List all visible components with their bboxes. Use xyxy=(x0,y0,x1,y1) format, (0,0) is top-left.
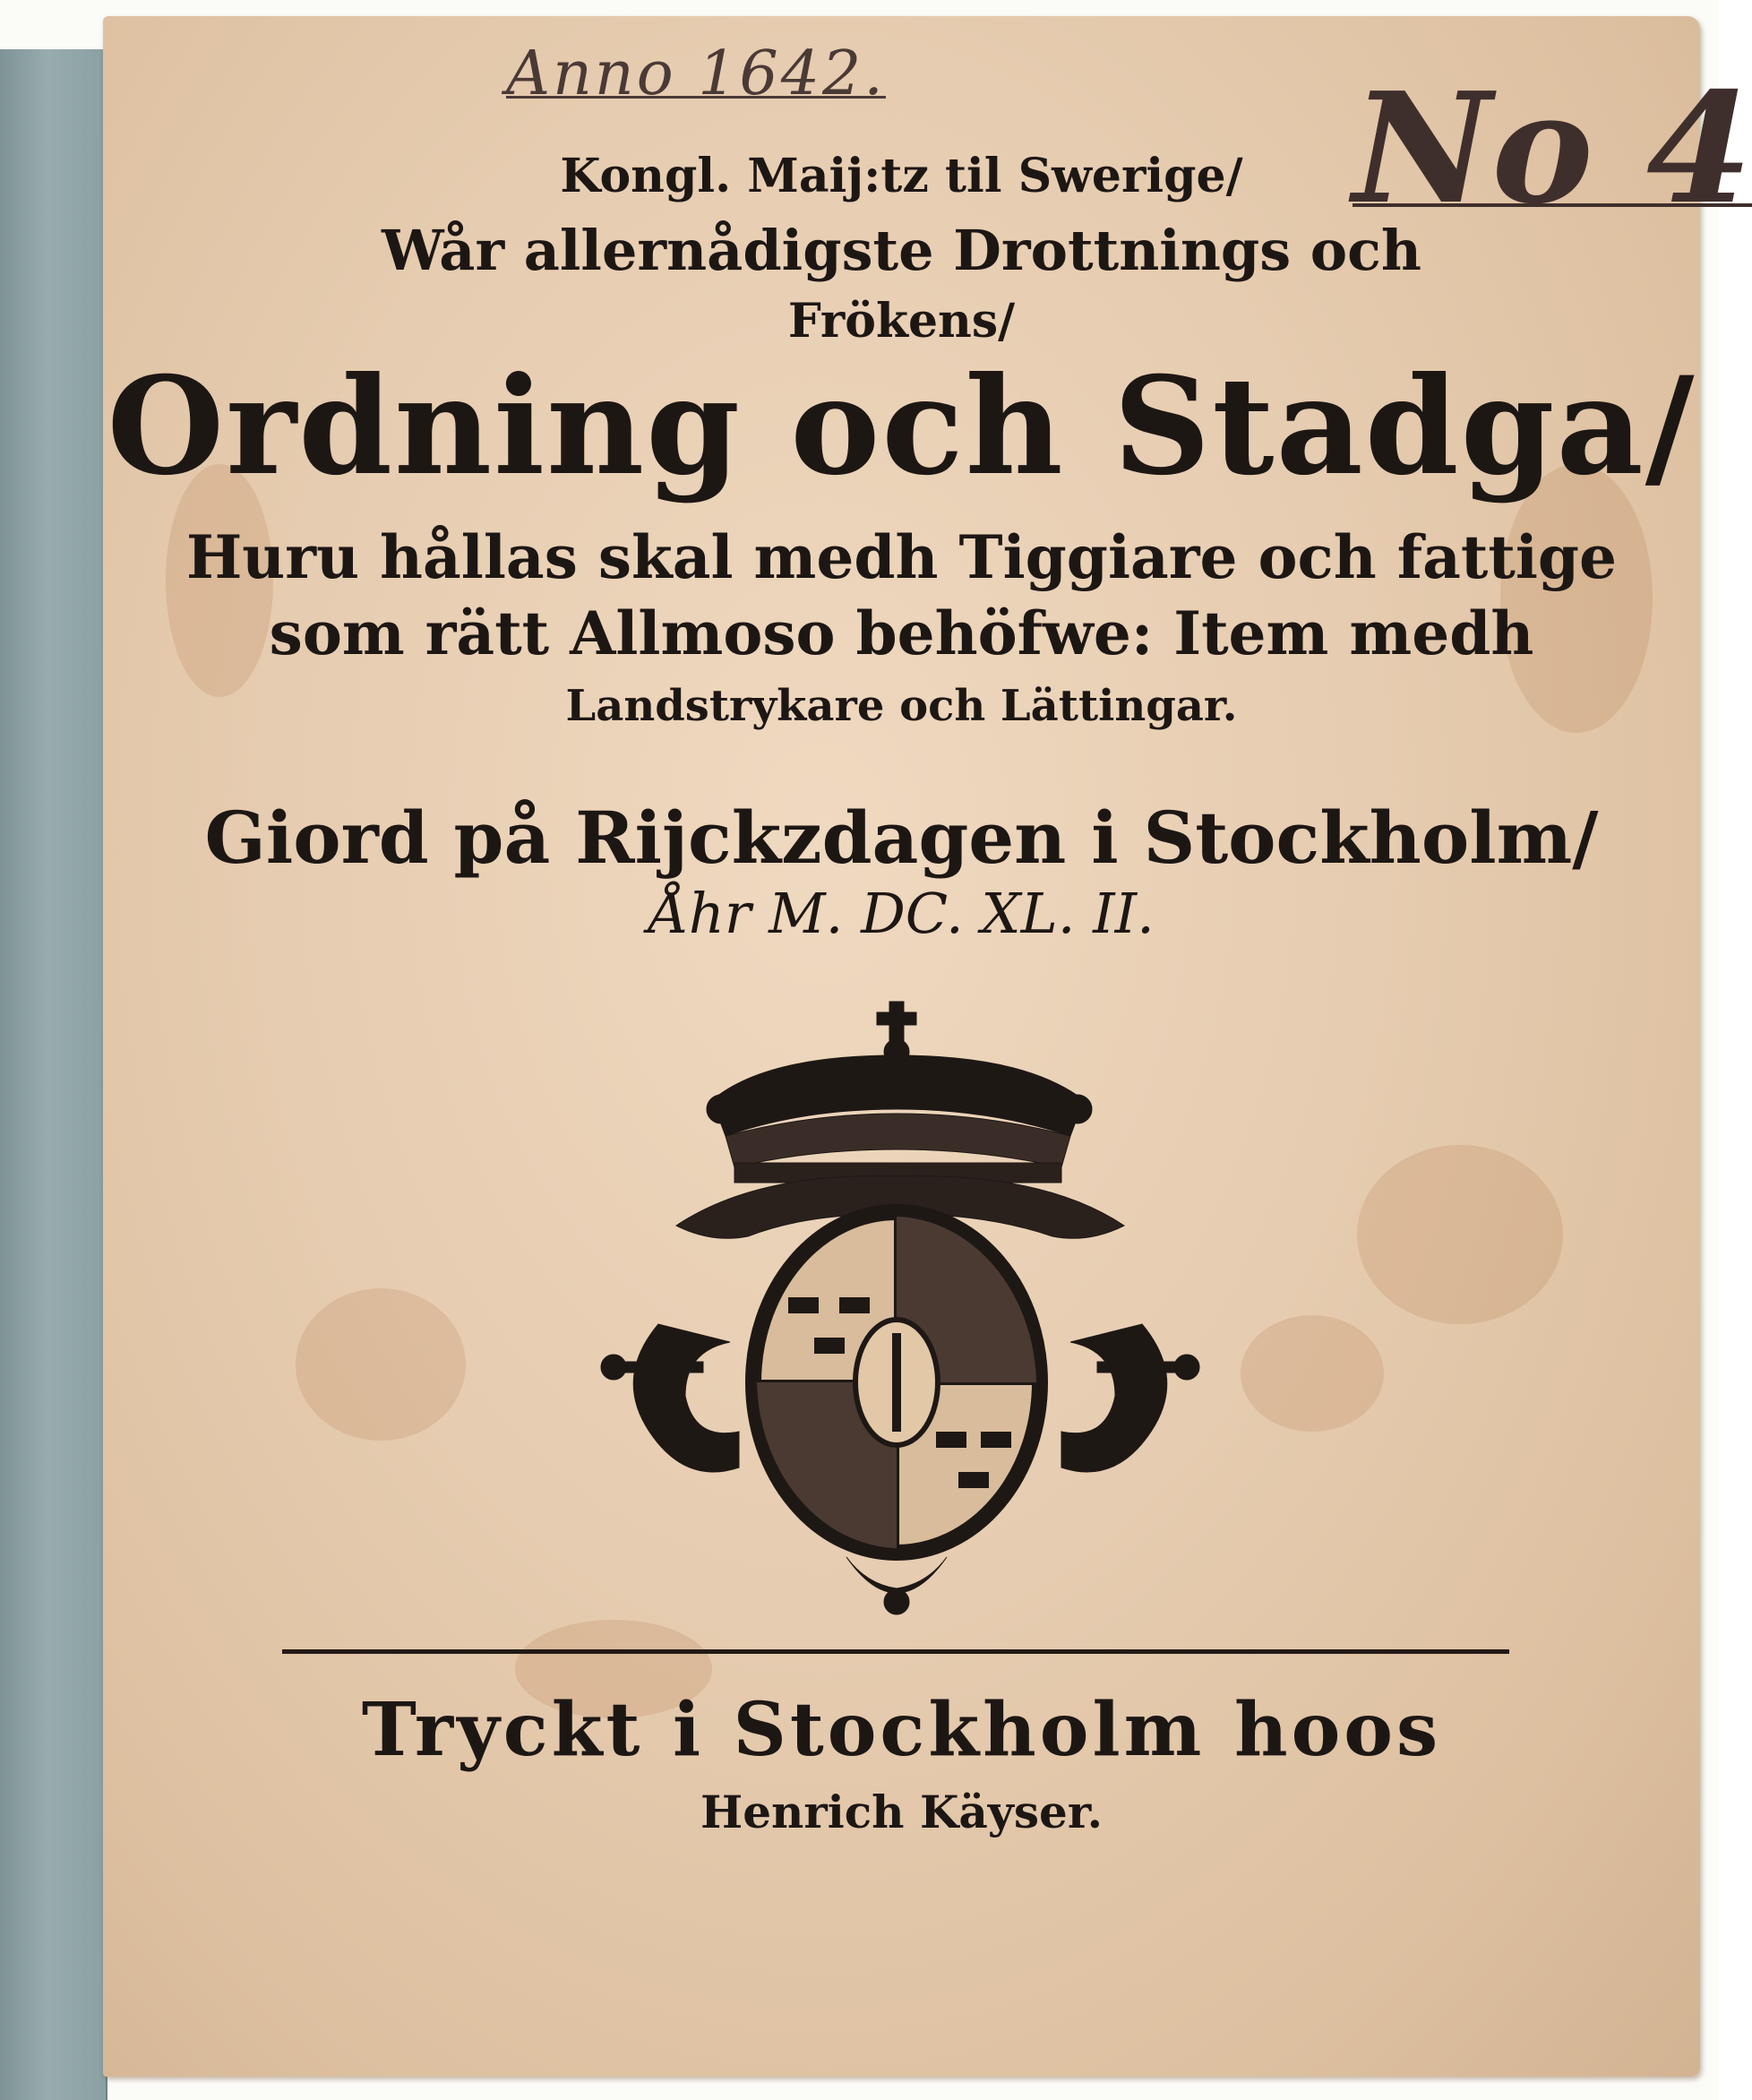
imprint-line-2: Henrich Käyser. xyxy=(700,1786,1103,1838)
title-line-1: Kongl. Maij:tz til Swerige/ xyxy=(560,149,1243,203)
subtitle-line-1: Huru hållas skal medh Tiggiare och fattige xyxy=(185,522,1618,592)
age-stain xyxy=(296,1288,466,1441)
royal-coat-of-arms xyxy=(605,1002,1196,1620)
age-stain xyxy=(1357,1145,1563,1324)
title-line-2: Wår allernådigste Drottnings och xyxy=(382,218,1421,283)
year-line: Åhr M. DC. XL. II. xyxy=(648,881,1155,946)
age-stain xyxy=(1241,1315,1384,1432)
title-line-3: Frökens/ xyxy=(787,294,1016,349)
place-line: Giord på Rijckzdagen i Stockholm/ xyxy=(204,796,1599,880)
subtitle-line-3: Landstrykare och Lättingar. xyxy=(565,681,1238,731)
subtitle-line-2: som rätt Allmoso behöfwe: Item medh xyxy=(269,598,1534,668)
imprint-line-1: Tryckt i Stockholm hoos xyxy=(361,1687,1442,1773)
handwritten-year-note: Anno 1642. xyxy=(506,39,886,109)
handwritten-number-note: No 4 xyxy=(1353,59,1752,238)
divider-rule xyxy=(282,1649,1509,1654)
title-page xyxy=(103,16,1752,2077)
blue-paper-spine xyxy=(0,49,107,2100)
main-title: Ordning och Stadga/ xyxy=(107,348,1696,505)
